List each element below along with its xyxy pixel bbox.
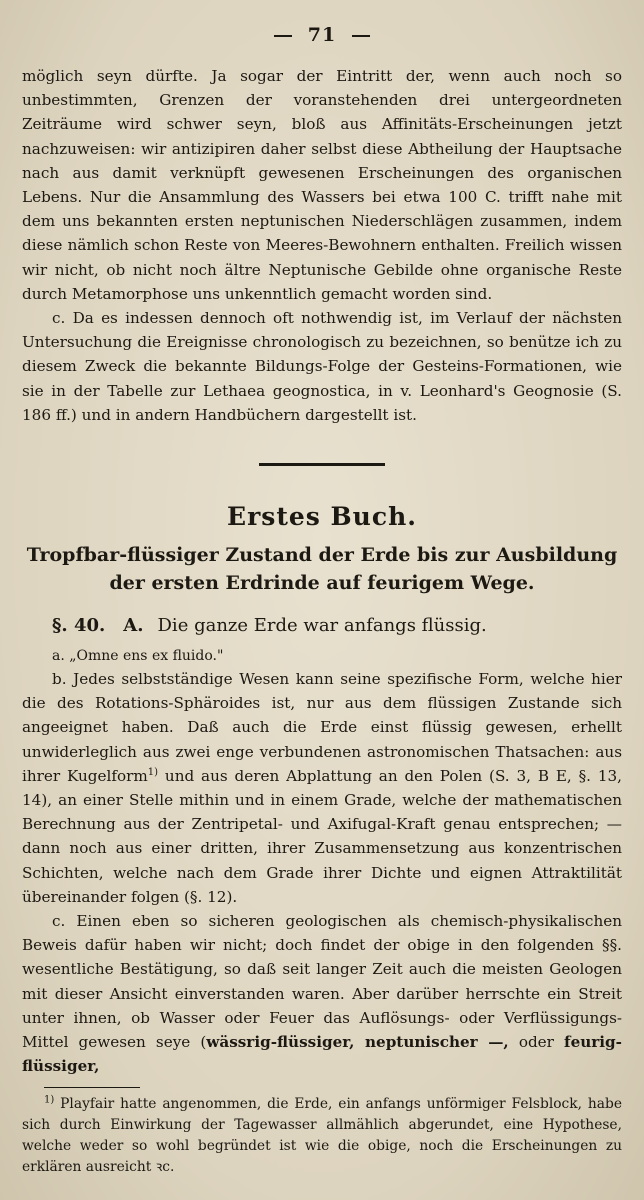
item-c-text: c. Einen eben so sicheren geologischen als chemisch-physikalischen Beweis dafür haben wir nicht; doch findet der obige in den folgenden §§. wesentliche Bestätigung, so daß seit langer Zeit auch die meisten Geologen mit dieser Ansicht einverstanden waren. Aber darüber herrschte ein Streit unter ihnen, ob Wasser oder Feuer das Auflösungs- oder Verflüssigungs-Mittel gewesen seye (	[22, 912, 622, 1052]
footnote-marker: 1)	[44, 1093, 55, 1105]
book-title: Erstes Buch.	[227, 502, 417, 532]
footnote-reference: 1)	[147, 766, 159, 778]
page-number	[22, 24, 622, 46]
dash-right	[352, 35, 370, 37]
section-letter: A.	[123, 615, 144, 637]
item-b-text-2: und aus deren Abplattung an den Polen (S. 3, B E, §. 13, 14), an einer Stelle mithin und in einem Grade, welche der mathematischen Berechnung aus der Zentripetal- und Axifugal-Kraft genau entsprechen; — dann noch aus einer dritten, ihrer Zusammensetzung aus konzentrischen Schichten, welche nach dem Grade ihrer Dichte und eignen Attraktilität übereinander folgen (§. 12).	[22, 766, 623, 906]
item-c-mid: oder	[508, 1033, 565, 1052]
item-a-quote: a. „Omne ens ex fluido."	[52, 648, 224, 665]
footnote-rule	[44, 1087, 140, 1088]
item-c-bold-2: feurig-flüssiger,	[22, 1033, 622, 1076]
item-c-bold-1: wässrig-flüssiger, neptunischer —,	[206, 1033, 509, 1052]
footnote-text: Playfair hatte angenommen, die Erde, ein anfangs unförmiger Felsblock, habe sich durch Einwirkung der Tagewasser allmählich abgerundet, eine Hypothese, welche weder so wohl begründet ist wie die obige, noch die Erscheinungen zu erklären ausreicht ꝛc.	[22, 1095, 622, 1175]
paragraph-continued: möglich seyn dürfte. Ja sogar der Eintritt der, wenn auch noch so unbestimmten, Grenzen der voranstehenden drei untergeordneten Zeiträume wird schwer seyn, bloß aus Affinitäts-Erscheinungen jetzt nachzuweisen: wir antizipiren daher selbst diese Abtheilung der Hauptsache nach aus damit verknüpft gewesenen Erscheinungen des organischen Lebens. Nur die Ansammlung des Wassers bei etwa 100 C. trifft nahe mit dem uns bekannten ersten neptunischen Niederschlägen zusammen, indem diese nämlich schon Reste von Meeres-Bewohnern enthalten. Freilich wissen wir nicht, ob nicht noch ältre Neptunische Gebilde ohne organische Reste durch Metamorphose uns unkenntlich gemacht worden sind.	[22, 67, 622, 303]
item-c-paragraph	[22, 909, 622, 1078]
section-separator	[259, 463, 385, 466]
item-b-text-1: b. Jedes selbstständige Wesen kann seine spezifische Form, welche hier die des Rotations-Sphäroides ist, nur aus dem flüssigen Zustande sich angeeignet haben. Daß auch die Erde einst flüssig gewesen, erhellt unwiderleglich aus zwei enge verbundenen astronomischen Thatsachen: aus ihrer Kugelform	[22, 670, 622, 785]
footnote	[22, 1094, 622, 1178]
item-b-paragraph	[22, 667, 622, 909]
book-subtitle: Tropfbar-flüssiger Zustand der Erde bis zur Ausbildung der ersten Erdrinde auf feurigem Wege.	[26, 544, 618, 595]
section-number: §. 40.	[52, 615, 106, 637]
dash-left	[274, 35, 292, 37]
section-title: Die ganze Erde war anfangs flüssig.	[157, 615, 487, 637]
section-heading	[52, 611, 622, 641]
paragraph-c: c. Da es indessen dennoch oft nothwendig ist, im Verlauf der nächsten Untersuchung die Ereignisse chronologisch zu bezeichnen, so benütze ich zu diesem Zweck die bekannte Bildungs-Folge der Gesteins-Formationen, wie sie in der Tabelle zur Lethaea geognostica, in v. Leonhard's Geognosie (S. 186 ff.) und in andern Handbüchern dargestellt ist.	[22, 309, 622, 424]
page-number-text: 71	[307, 24, 337, 46]
